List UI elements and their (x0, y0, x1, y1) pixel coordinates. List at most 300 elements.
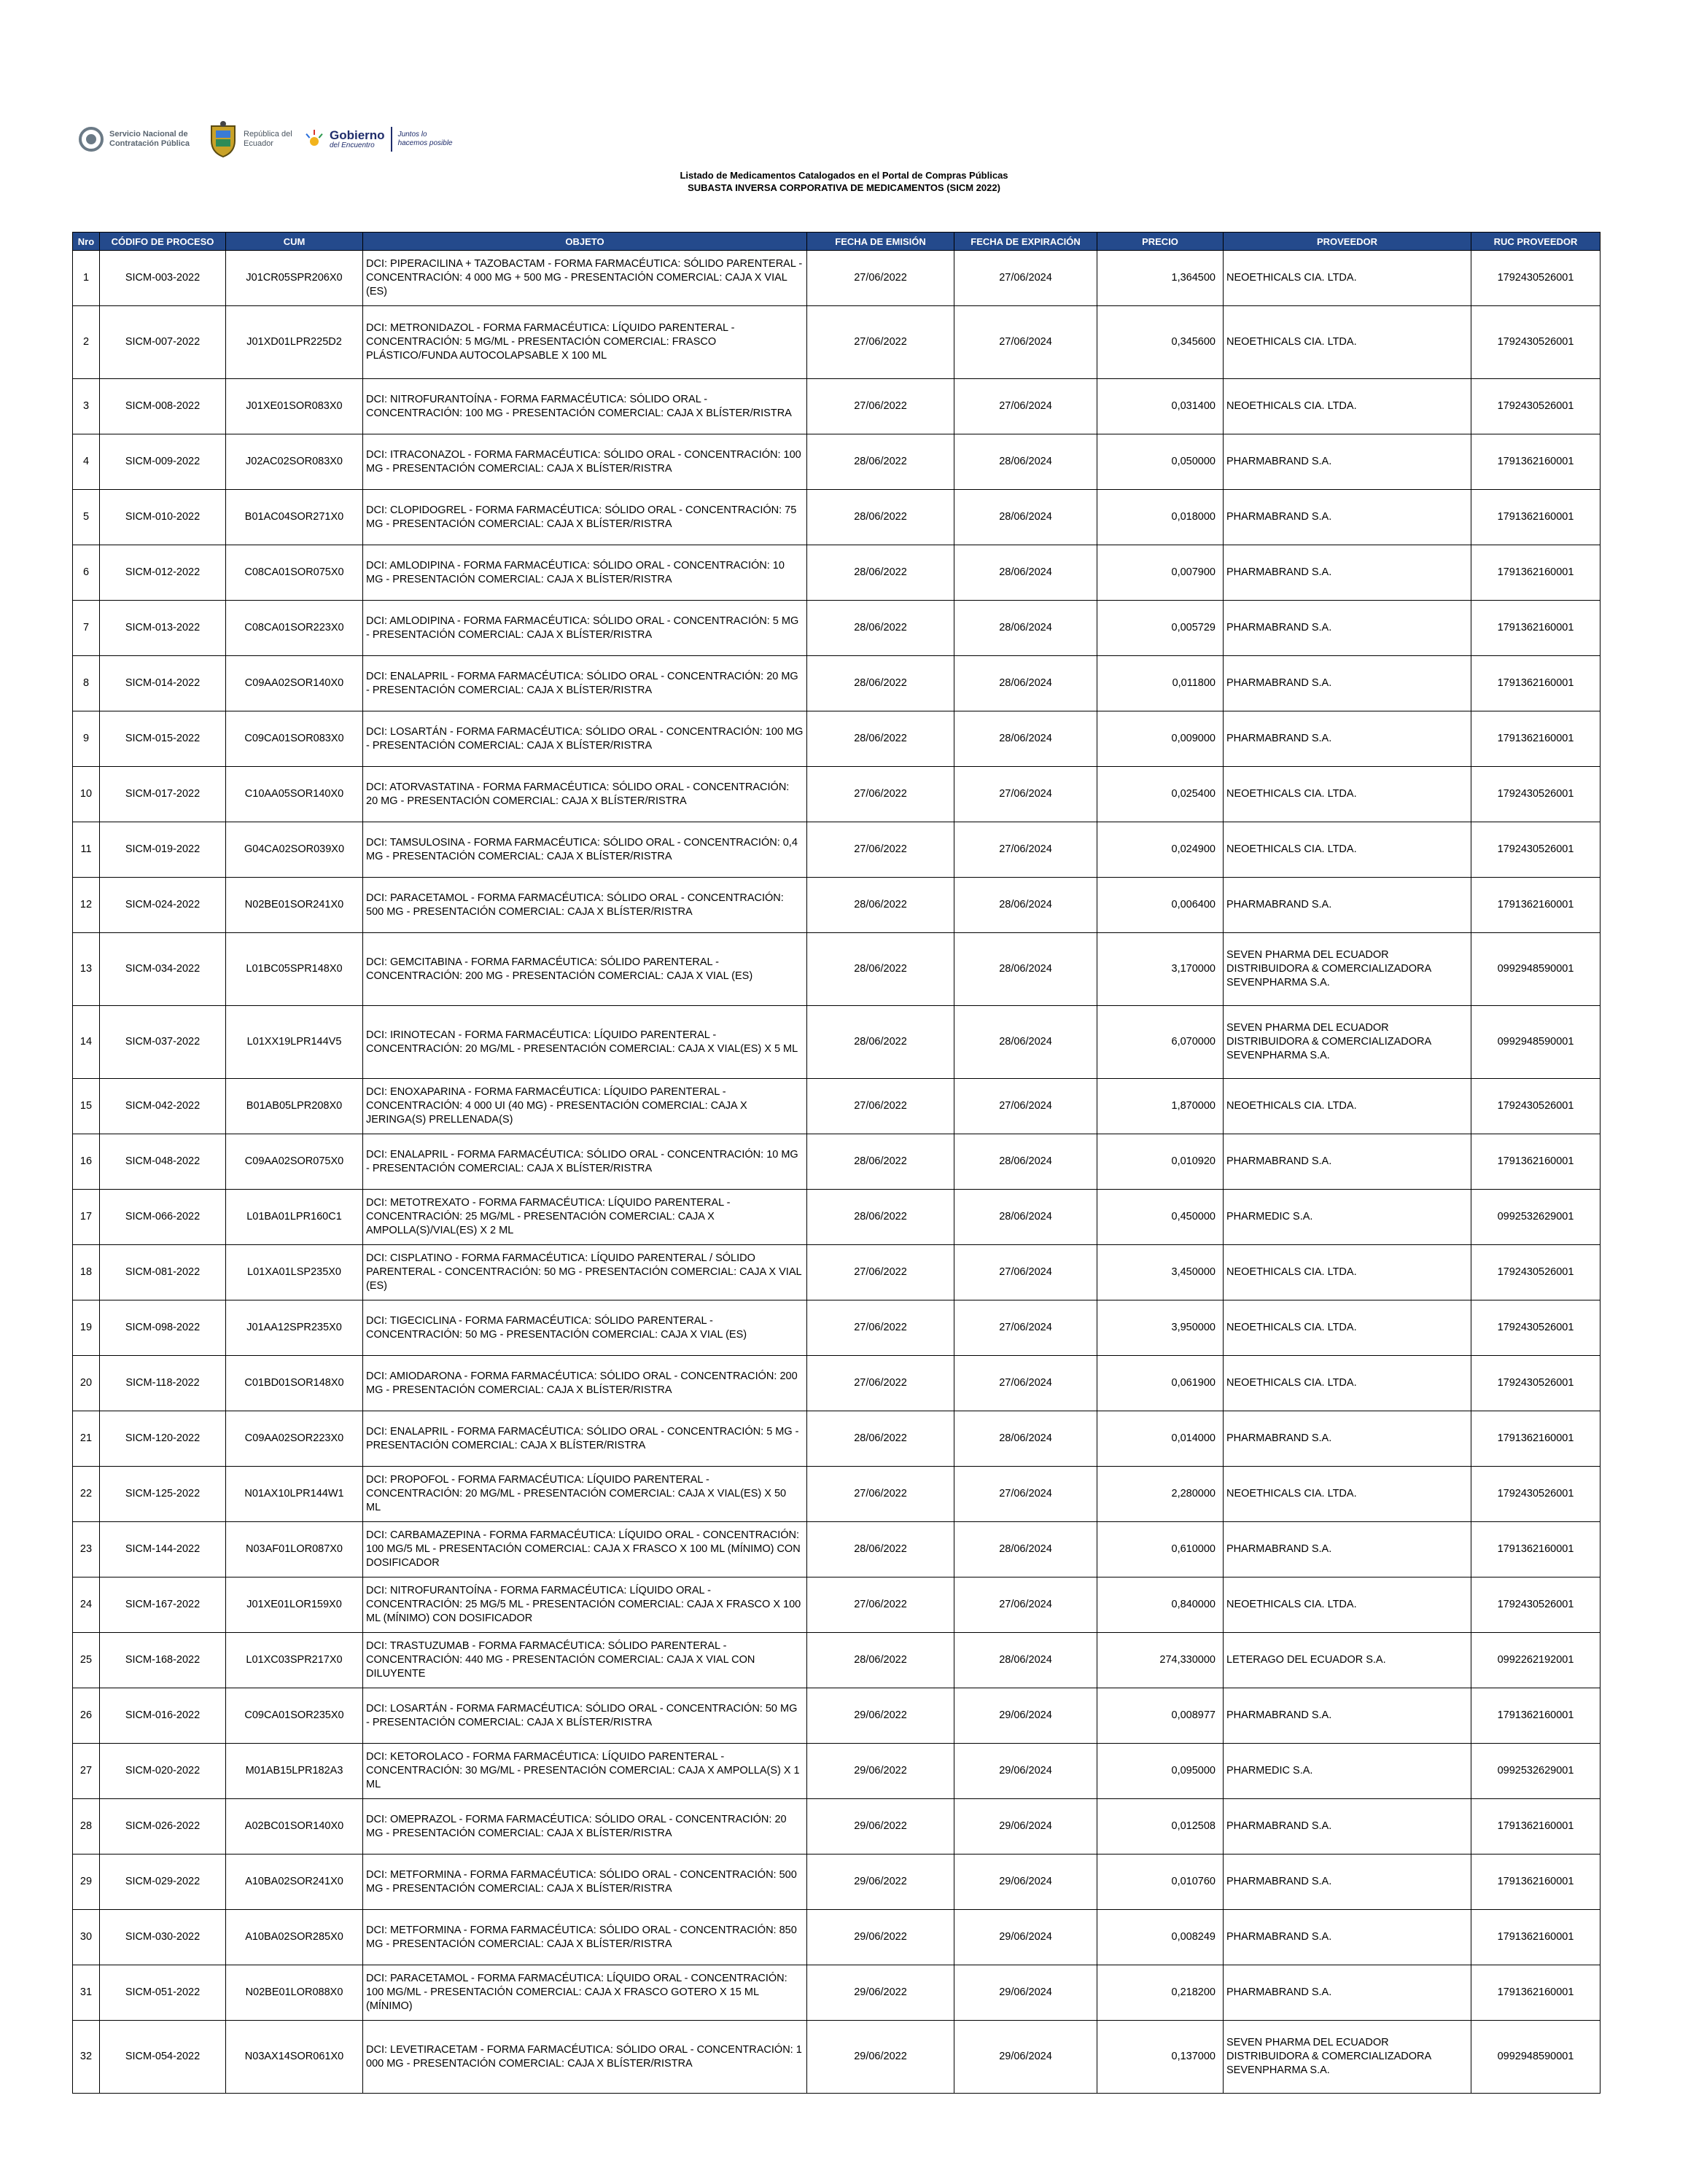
cell-cum: J01XD01LPR225D2 (226, 306, 363, 379)
cell-objeto: DCI: AMIODARONA - FORMA FARMACÉUTICA: SÓLIDO ORAL - CONCENTRACIÓN: 200 MG - PRESENTACIÓN COMERCIAL: CAJA X BLÍSTER/RISTRA (363, 1356, 807, 1411)
cell-cum: N02BE01SOR241X0 (226, 878, 363, 933)
header-objeto: OBJETO (363, 233, 807, 251)
cell-precio: 0,010920 (1097, 1134, 1224, 1190)
cell-ruc-proveedor: 1791362160001 (1471, 1799, 1601, 1855)
cell-precio: 0,006400 (1097, 878, 1224, 933)
cell-nro: 13 (73, 933, 100, 1006)
cell-cum: C09AA02SOR223X0 (226, 1411, 363, 1467)
cell-codigo-proceso: SICM-144-2022 (100, 1522, 226, 1577)
cell-ruc-proveedor: 1791362160001 (1471, 1411, 1601, 1467)
cell-nro: 23 (73, 1522, 100, 1577)
cell-nro: 3 (73, 379, 100, 434)
table-row (73, 1190, 1601, 1245)
cell-ruc-proveedor: 0992532629001 (1471, 1744, 1601, 1799)
cell-precio: 3,950000 (1097, 1300, 1224, 1356)
cell-codigo-proceso: SICM-118-2022 (100, 1356, 226, 1411)
cell-cum: C01BD01SOR148X0 (226, 1356, 363, 1411)
cell-nro: 20 (73, 1356, 100, 1411)
cell-fecha-emision: 28/06/2022 (807, 434, 954, 490)
cell-fecha-expiracion: 27/06/2024 (954, 767, 1097, 822)
cell-codigo-proceso: SICM-030-2022 (100, 1910, 226, 1965)
cell-precio: 0,005729 (1097, 601, 1224, 656)
cell-nro: 12 (73, 878, 100, 933)
cell-nro: 6 (73, 545, 100, 601)
cell-ruc-proveedor: 1792430526001 (1471, 1356, 1601, 1411)
cell-cum: C09CA01SOR235X0 (226, 1688, 363, 1744)
cell-codigo-proceso: SICM-066-2022 (100, 1190, 226, 1245)
gobierno-logo-sub: del Encuentro (330, 141, 375, 149)
table-row (73, 878, 1601, 933)
cell-cum: J01AA12SPR235X0 (226, 1300, 363, 1356)
cell-nro: 32 (73, 2021, 100, 2094)
table-row (73, 1300, 1601, 1356)
cell-fecha-emision: 27/06/2022 (807, 251, 954, 306)
table-row (73, 379, 1601, 434)
republica-logo-text: República del Ecuador (244, 130, 292, 148)
cell-fecha-emision: 27/06/2022 (807, 1245, 954, 1300)
header-codigo-proceso: CÓDIFO DE PROCESO (100, 233, 226, 251)
cell-proveedor: PHARMABRAND S.A. (1224, 1965, 1471, 2021)
cell-precio: 0,018000 (1097, 490, 1224, 545)
cell-objeto: DCI: PIPERACILINA + TAZOBACTAM - FORMA FARMACÉUTICA: SÓLIDO PARENTERAL - CONCENTRACIÓN: 4 000 MG + 500 MG - PRESENTACIÓN COMERCIAL: CAJA X VIAL (ES) (363, 251, 807, 306)
cell-fecha-expiracion: 27/06/2024 (954, 1300, 1097, 1356)
cell-ruc-proveedor: 1791362160001 (1471, 601, 1601, 656)
cell-codigo-proceso: SICM-167-2022 (100, 1577, 226, 1633)
cell-objeto: DCI: NITROFURANTOÍNA - FORMA FARMACÉUTICA: SÓLIDO ORAL - CONCENTRACIÓN: 100 MG - PRESENTACIÓN COMERCIAL: CAJA X BLÍSTER/RISTRA (363, 379, 807, 434)
cell-fecha-expiracion: 29/06/2024 (954, 1799, 1097, 1855)
cell-nro: 29 (73, 1855, 100, 1910)
cell-fecha-expiracion: 28/06/2024 (954, 1006, 1097, 1079)
table-row (73, 1799, 1601, 1855)
cell-nro: 31 (73, 1965, 100, 2021)
cell-nro: 26 (73, 1688, 100, 1744)
cell-cum: N03AF01LOR087X0 (226, 1522, 363, 1577)
cell-precio: 0,010760 (1097, 1855, 1224, 1910)
table-row (73, 545, 1601, 601)
cell-fecha-emision: 28/06/2022 (807, 1006, 954, 1079)
cell-precio: 0,031400 (1097, 379, 1224, 434)
cell-fecha-emision: 28/06/2022 (807, 490, 954, 545)
cell-proveedor: PHARMABRAND S.A. (1224, 601, 1471, 656)
cell-precio: 1,364500 (1097, 251, 1224, 306)
cell-objeto: DCI: IRINOTECAN - FORMA FARMACÉUTICA: LÍQUIDO PARENTERAL - CONCENTRACIÓN: 20 MG/ML - PRESENTACIÓN COMERCIAL: CAJA X VIAL(ES) X 5 ML (363, 1006, 807, 1079)
cell-objeto: DCI: ENALAPRIL - FORMA FARMACÉUTICA: SÓLIDO ORAL - CONCENTRACIÓN: 10 MG - PRESENTACIÓN COMERCIAL: CAJA X BLÍSTER/RISTRA (363, 1134, 807, 1190)
cell-fecha-emision: 28/06/2022 (807, 1190, 954, 1245)
cell-fecha-emision: 27/06/2022 (807, 767, 954, 822)
cell-objeto: DCI: CLOPIDOGREL - FORMA FARMACÉUTICA: SÓLIDO ORAL - CONCENTRACIÓN: 75 MG - PRESENTACIÓN COMERCIAL: CAJA X BLÍSTER/RISTRA (363, 490, 807, 545)
cell-precio: 0,024900 (1097, 822, 1224, 878)
cell-fecha-expiracion: 28/06/2024 (954, 601, 1097, 656)
cell-codigo-proceso: SICM-007-2022 (100, 306, 226, 379)
cell-fecha-emision: 28/06/2022 (807, 711, 954, 767)
cell-objeto: DCI: LEVETIRACETAM - FORMA FARMACÉUTICA: SÓLIDO ORAL - CONCENTRACIÓN: 1 000 MG - PRESENTACIÓN COMERCIAL: CAJA X BLÍSTER/RISTRA (363, 2021, 807, 2094)
cell-fecha-emision: 29/06/2022 (807, 2021, 954, 2094)
cell-codigo-proceso: SICM-034-2022 (100, 933, 226, 1006)
cell-objeto: DCI: ITRACONAZOL - FORMA FARMACÉUTICA: SÓLIDO ORAL - CONCENTRACIÓN: 100 MG - PRESENTACIÓN COMERCIAL: CAJA X BLÍSTER/RISTRA (363, 434, 807, 490)
table-row (73, 490, 1601, 545)
cell-fecha-emision: 27/06/2022 (807, 1079, 954, 1134)
cell-cum: G04CA02SOR039X0 (226, 822, 363, 878)
cell-objeto: DCI: METFORMINA - FORMA FARMACÉUTICA: SÓLIDO ORAL - CONCENTRACIÓN: 850 MG - PRESENTACIÓN COMERCIAL: CAJA X BLÍSTER/RISTRA (363, 1910, 807, 1965)
table-row (73, 656, 1601, 711)
cell-precio: 0,011800 (1097, 656, 1224, 711)
table-row (73, 1688, 1601, 1744)
table-row (73, 1134, 1601, 1190)
table-row (73, 601, 1601, 656)
cell-precio: 0,007900 (1097, 545, 1224, 601)
table-row (73, 1522, 1601, 1577)
cell-fecha-emision: 29/06/2022 (807, 1688, 954, 1744)
cell-cum: L01XC03SPR217X0 (226, 1633, 363, 1688)
cell-nro: 30 (73, 1910, 100, 1965)
header-fecha-expiracion: FECHA DE EXPIRACIÓN (954, 233, 1097, 251)
header-precio: PRECIO (1097, 233, 1224, 251)
cell-fecha-emision: 28/06/2022 (807, 601, 954, 656)
cell-precio: 0,008977 (1097, 1688, 1224, 1744)
cell-ruc-proveedor: 1791362160001 (1471, 1134, 1601, 1190)
header-logos (79, 109, 456, 169)
cell-ruc-proveedor: 1792430526001 (1471, 1467, 1601, 1522)
gobierno-logo-name: Gobierno (330, 128, 385, 142)
cell-objeto: DCI: NITROFURANTOÍNA - FORMA FARMACÉUTICA: LÍQUIDO ORAL - CONCENTRACIÓN: 25 MG/5 ML - PRESENTACIÓN COMERCIAL: CAJA X FRASCO X 100 ML (MÍNIMO) CON DOSIFICADOR (363, 1577, 807, 1633)
title-line-2: SUBASTA INVERSA CORPORATIVA DE MEDICAMENTOS (SICM 2022) (688, 182, 1000, 193)
cell-objeto: DCI: KETOROLACO - FORMA FARMACÉUTICA: LÍQUIDO PARENTERAL - CONCENTRACIÓN: 30 MG/ML - PRESENTACIÓN COMERCIAL: CAJA X AMPOLLA(S) X 1 ML (363, 1744, 807, 1799)
sercop-emblem-icon (79, 127, 104, 152)
cell-proveedor: PHARMABRAND S.A. (1224, 1134, 1471, 1190)
cell-codigo-proceso: SICM-014-2022 (100, 656, 226, 711)
cell-precio: 0,009000 (1097, 711, 1224, 767)
document-title (0, 169, 1688, 194)
cell-objeto: DCI: TAMSULOSINA - FORMA FARMACÉUTICA: SÓLIDO ORAL - CONCENTRACIÓN: 0,4 MG - PRESENTACIÓN COMERCIAL: CAJA X BLÍSTER/RISTRA (363, 822, 807, 878)
cell-cum: A02BC01SOR140X0 (226, 1799, 363, 1855)
cell-objeto: DCI: TIGECICLINA - FORMA FARMACÉUTICA: SÓLIDO PARENTERAL - CONCENTRACIÓN: 50 MG - PRESENTACIÓN COMERCIAL: CAJA X VIAL (ES) (363, 1300, 807, 1356)
table-row (73, 1577, 1601, 1633)
cell-ruc-proveedor: 1791362160001 (1471, 1855, 1601, 1910)
cell-fecha-expiracion: 27/06/2024 (954, 251, 1097, 306)
cell-cum: C10AA05SOR140X0 (226, 767, 363, 822)
cell-fecha-emision: 28/06/2022 (807, 1522, 954, 1577)
cell-codigo-proceso: SICM-024-2022 (100, 878, 226, 933)
cell-nro: 22 (73, 1467, 100, 1522)
cell-fecha-expiracion: 27/06/2024 (954, 1356, 1097, 1411)
cell-fecha-emision: 28/06/2022 (807, 1633, 954, 1688)
cell-precio: 6,070000 (1097, 1006, 1224, 1079)
cell-ruc-proveedor: 1792430526001 (1471, 1300, 1601, 1356)
cell-ruc-proveedor: 1791362160001 (1471, 1522, 1601, 1577)
cell-fecha-expiracion: 29/06/2024 (954, 1744, 1097, 1799)
cell-proveedor: NEOETHICALS CIA. LTDA. (1224, 1300, 1471, 1356)
cell-fecha-emision: 27/06/2022 (807, 306, 954, 379)
republica-logo (207, 120, 295, 158)
table-row (73, 2021, 1601, 2094)
cell-precio: 0,014000 (1097, 1411, 1224, 1467)
cell-nro: 21 (73, 1411, 100, 1467)
cell-fecha-expiracion: 28/06/2024 (954, 434, 1097, 490)
cell-ruc-proveedor: 0992948590001 (1471, 2021, 1601, 2094)
cell-codigo-proceso: SICM-081-2022 (100, 1245, 226, 1300)
cell-codigo-proceso: SICM-120-2022 (100, 1411, 226, 1467)
cell-fecha-expiracion: 28/06/2024 (954, 656, 1097, 711)
cell-fecha-expiracion: 27/06/2024 (954, 822, 1097, 878)
cell-codigo-proceso: SICM-125-2022 (100, 1467, 226, 1522)
table-row (73, 1356, 1601, 1411)
cell-ruc-proveedor: 1792430526001 (1471, 1577, 1601, 1633)
table-row (73, 822, 1601, 878)
cell-cum: L01BC05SPR148X0 (226, 933, 363, 1006)
cell-nro: 28 (73, 1799, 100, 1855)
cell-fecha-emision: 28/06/2022 (807, 878, 954, 933)
table-row (73, 434, 1601, 490)
cell-objeto: DCI: ENOXAPARINA - FORMA FARMACÉUTICA: LÍQUIDO PARENTERAL - CONCENTRACIÓN: 4 000 UI (40 MG) - PRESENTACIÓN COMERCIAL: CAJA X JERINGA(S) PRELLENADA(S) (363, 1079, 807, 1134)
gobierno-slogan: Juntos lo hacemos posible (397, 130, 453, 147)
cell-nro: 17 (73, 1190, 100, 1245)
header-proveedor: PROVEEDOR (1224, 233, 1471, 251)
cell-cum: C09AA02SOR075X0 (226, 1134, 363, 1190)
cell-fecha-emision: 29/06/2022 (807, 1799, 954, 1855)
cell-nro: 10 (73, 767, 100, 822)
cell-precio: 0,450000 (1097, 1190, 1224, 1245)
cell-nro: 9 (73, 711, 100, 767)
cell-cum: L01XA01LSP235X0 (226, 1245, 363, 1300)
header-cum: CUM (226, 233, 363, 251)
cell-cum: L01XX19LPR144V5 (226, 1006, 363, 1079)
cell-codigo-proceso: SICM-051-2022 (100, 1965, 226, 2021)
cell-precio: 1,870000 (1097, 1079, 1224, 1134)
cell-proveedor: NEOETHICALS CIA. LTDA. (1224, 767, 1471, 822)
table-row (73, 1744, 1601, 1799)
header-fecha-emision: FECHA DE EMISIÓN (807, 233, 954, 251)
sun-rays-icon (305, 128, 324, 150)
cell-codigo-proceso: SICM-009-2022 (100, 434, 226, 490)
cell-cum: A10BA02SOR285X0 (226, 1910, 363, 1965)
logo-divider (391, 127, 392, 152)
cell-cum: N02BE01LOR088X0 (226, 1965, 363, 2021)
table-row (73, 1467, 1601, 1522)
title-line-1: Listado de Medicamentos Catalogados en el Portal de Compras Públicas (680, 170, 1008, 181)
cell-cum: J01XE01SOR083X0 (226, 379, 363, 434)
cell-fecha-expiracion: 28/06/2024 (954, 1522, 1097, 1577)
cell-fecha-emision: 28/06/2022 (807, 545, 954, 601)
cell-ruc-proveedor: 0992262192001 (1471, 1633, 1601, 1688)
cell-objeto: DCI: TRASTUZUMAB - FORMA FARMACÉUTICA: SÓLIDO PARENTERAL - CONCENTRACIÓN: 440 MG - PRESENTACIÓN COMERCIAL: CAJA X VIAL CON DILUYENTE (363, 1633, 807, 1688)
cell-codigo-proceso: SICM-015-2022 (100, 711, 226, 767)
cell-objeto: DCI: PARACETAMOL - FORMA FARMACÉUTICA: LÍQUIDO ORAL - CONCENTRACIÓN: 100 MG/ML - PRESENTACIÓN COMERCIAL: CAJA X FRASCO GOTERO X 15 ML (MÍNIMO) (363, 1965, 807, 2021)
medications-table (72, 232, 1601, 2094)
cell-objeto: DCI: PROPOFOL - FORMA FARMACÉUTICA: LÍQUIDO PARENTERAL - CONCENTRACIÓN: 20 MG/ML - PRESENTACIÓN COMERCIAL: CAJA X VIAL(ES) X 50 ML (363, 1467, 807, 1522)
cell-precio: 3,450000 (1097, 1245, 1224, 1300)
cell-fecha-expiracion: 28/06/2024 (954, 711, 1097, 767)
cell-nro: 25 (73, 1633, 100, 1688)
cell-fecha-emision: 28/06/2022 (807, 656, 954, 711)
cell-fecha-expiracion: 27/06/2024 (954, 379, 1097, 434)
cell-objeto: DCI: ENALAPRIL - FORMA FARMACÉUTICA: SÓLIDO ORAL - CONCENTRACIÓN: 5 MG - PRESENTACIÓN COMERCIAL: CAJA X BLÍSTER/RISTRA (363, 1411, 807, 1467)
cell-proveedor: PHARMEDIC S.A. (1224, 1744, 1471, 1799)
cell-codigo-proceso: SICM-168-2022 (100, 1633, 226, 1688)
cell-ruc-proveedor: 1792430526001 (1471, 822, 1601, 878)
cell-objeto: DCI: CARBAMAZEPINA - FORMA FARMACÉUTICA: LÍQUIDO ORAL - CONCENTRACIÓN: 100 MG/5 ML - PRESENTACIÓN COMERCIAL: CAJA X FRASCO X 100 ML (MÍNIMO) CON DOSIFICADOR (363, 1522, 807, 1577)
cell-codigo-proceso: SICM-010-2022 (100, 490, 226, 545)
cell-ruc-proveedor: 1791362160001 (1471, 434, 1601, 490)
cell-proveedor: NEOETHICALS CIA. LTDA. (1224, 822, 1471, 878)
cell-proveedor: PHARMABRAND S.A. (1224, 1522, 1471, 1577)
cell-nro: 27 (73, 1744, 100, 1799)
cell-precio: 0,061900 (1097, 1356, 1224, 1411)
cell-ruc-proveedor: 1791362160001 (1471, 490, 1601, 545)
cell-proveedor: PHARMABRAND S.A. (1224, 656, 1471, 711)
sercop-logo (79, 127, 197, 152)
cell-cum: C08CA01SOR075X0 (226, 545, 363, 601)
cell-fecha-emision: 28/06/2022 (807, 1411, 954, 1467)
cell-codigo-proceso: SICM-020-2022 (100, 1744, 226, 1799)
cell-fecha-expiracion: 27/06/2024 (954, 1245, 1097, 1300)
cell-ruc-proveedor: 1792430526001 (1471, 1245, 1601, 1300)
cell-nro: 14 (73, 1006, 100, 1079)
cell-ruc-proveedor: 1792430526001 (1471, 251, 1601, 306)
cell-proveedor: SEVEN PHARMA DEL ECUADOR DISTRIBUIDORA & COMERCIALIZADORA SEVENPHARMA S.A. (1224, 933, 1471, 1006)
cell-fecha-expiracion: 28/06/2024 (954, 1190, 1097, 1245)
cell-fecha-expiracion: 27/06/2024 (954, 1079, 1097, 1134)
cell-codigo-proceso: SICM-037-2022 (100, 1006, 226, 1079)
cell-cum: M01AB15LPR182A3 (226, 1744, 363, 1799)
cell-fecha-emision: 29/06/2022 (807, 1910, 954, 1965)
cell-proveedor: PHARMABRAND S.A. (1224, 490, 1471, 545)
cell-ruc-proveedor: 1792430526001 (1471, 767, 1601, 822)
cell-proveedor: PHARMABRAND S.A. (1224, 711, 1471, 767)
cell-fecha-expiracion: 28/06/2024 (954, 933, 1097, 1006)
table-row (73, 1411, 1601, 1467)
cell-codigo-proceso: SICM-003-2022 (100, 251, 226, 306)
cell-ruc-proveedor: 1792430526001 (1471, 379, 1601, 434)
cell-precio: 0,095000 (1097, 1744, 1224, 1799)
cell-proveedor: PHARMEDIC S.A. (1224, 1190, 1471, 1245)
table-row (73, 251, 1601, 306)
header-nro: Nro (73, 233, 100, 251)
cell-fecha-emision: 29/06/2022 (807, 1744, 954, 1799)
cell-cum: J01XE01LOR159X0 (226, 1577, 363, 1633)
cell-ruc-proveedor: 0992532629001 (1471, 1190, 1601, 1245)
table-row (73, 1079, 1601, 1134)
cell-cum: B01AB05LPR208X0 (226, 1079, 363, 1134)
cell-precio: 0,008249 (1097, 1910, 1224, 1965)
cell-cum: N01AX10LPR144W1 (226, 1467, 363, 1522)
cell-fecha-expiracion: 27/06/2024 (954, 1577, 1097, 1633)
cell-proveedor: PHARMABRAND S.A. (1224, 878, 1471, 933)
cell-fecha-emision: 27/06/2022 (807, 1467, 954, 1522)
cell-ruc-proveedor: 1791362160001 (1471, 1965, 1601, 2021)
cell-nro: 2 (73, 306, 100, 379)
header-ruc-proveedor: RUC PROVEEDOR (1471, 233, 1601, 251)
table-row (73, 1855, 1601, 1910)
cell-nro: 15 (73, 1079, 100, 1134)
cell-ruc-proveedor: 1792430526001 (1471, 306, 1601, 379)
cell-codigo-proceso: SICM-019-2022 (100, 822, 226, 878)
cell-ruc-proveedor: 1791362160001 (1471, 878, 1601, 933)
cell-fecha-emision: 27/06/2022 (807, 379, 954, 434)
cell-codigo-proceso: SICM-008-2022 (100, 379, 226, 434)
cell-nro: 8 (73, 656, 100, 711)
cell-nro: 11 (73, 822, 100, 878)
cell-objeto: DCI: LOSARTÁN - FORMA FARMACÉUTICA: SÓLIDO ORAL - CONCENTRACIÓN: 100 MG - PRESENTACIÓN COMERCIAL: CAJA X BLÍSTER/RISTRA (363, 711, 807, 767)
cell-proveedor: PHARMABRAND S.A. (1224, 1910, 1471, 1965)
cell-nro: 24 (73, 1577, 100, 1633)
cell-proveedor: NEOETHICALS CIA. LTDA. (1224, 306, 1471, 379)
cell-cum: N03AX14SOR061X0 (226, 2021, 363, 2094)
cell-objeto: DCI: METRONIDAZOL - FORMA FARMACÉUTICA: LÍQUIDO PARENTERAL - CONCENTRACIÓN: 5 MG/ML - PRESENTACIÓN COMERCIAL: FRASCO PLÁSTICO/FUNDA AUTOCOLAPSABLE X 100 ML (363, 306, 807, 379)
cell-nro: 16 (73, 1134, 100, 1190)
cell-fecha-expiracion: 27/06/2024 (954, 306, 1097, 379)
cell-fecha-expiracion: 27/06/2024 (954, 1467, 1097, 1522)
table-row (73, 306, 1601, 379)
cell-fecha-expiracion: 28/06/2024 (954, 545, 1097, 601)
table-row (73, 933, 1601, 1006)
cell-objeto: DCI: ATORVASTATINA - FORMA FARMACÉUTICA: SÓLIDO ORAL - CONCENTRACIÓN: 20 MG - PRESENTACIÓN COMERCIAL: CAJA X BLÍSTER/RISTRA (363, 767, 807, 822)
cell-cum: A10BA02SOR241X0 (226, 1855, 363, 1910)
cell-proveedor: NEOETHICALS CIA. LTDA. (1224, 1577, 1471, 1633)
cell-cum: C08CA01SOR223X0 (226, 601, 363, 656)
cell-precio: 2,280000 (1097, 1467, 1224, 1522)
cell-objeto: DCI: LOSARTÁN - FORMA FARMACÉUTICA: SÓLIDO ORAL - CONCENTRACIÓN: 50 MG - PRESENTACIÓN COMERCIAL: CAJA X BLÍSTER/RISTRA (363, 1688, 807, 1744)
cell-fecha-emision: 28/06/2022 (807, 933, 954, 1006)
cell-proveedor: NEOETHICALS CIA. LTDA. (1224, 1467, 1471, 1522)
cell-objeto: DCI: AMLODIPINA - FORMA FARMACÉUTICA: SÓLIDO ORAL - CONCENTRACIÓN: 10 MG - PRESENTACIÓN COMERCIAL: CAJA X BLÍSTER/RISTRA (363, 545, 807, 601)
cell-codigo-proceso: SICM-017-2022 (100, 767, 226, 822)
cell-fecha-expiracion: 28/06/2024 (954, 1134, 1097, 1190)
cell-cum: L01BA01LPR160C1 (226, 1190, 363, 1245)
cell-nro: 7 (73, 601, 100, 656)
gobierno-logo (305, 127, 456, 152)
cell-fecha-emision: 27/06/2022 (807, 822, 954, 878)
cell-fecha-expiracion: 29/06/2024 (954, 2021, 1097, 2094)
cell-ruc-proveedor: 1791362160001 (1471, 545, 1601, 601)
cell-codigo-proceso: SICM-054-2022 (100, 2021, 226, 2094)
cell-fecha-emision: 27/06/2022 (807, 1300, 954, 1356)
cell-proveedor: NEOETHICALS CIA. LTDA. (1224, 379, 1471, 434)
cell-fecha-expiracion: 28/06/2024 (954, 878, 1097, 933)
cell-objeto: DCI: GEMCITABINA - FORMA FARMACÉUTICA: SÓLIDO PARENTERAL - CONCENTRACIÓN: 200 MG - PRESENTACIÓN COMERCIAL: CAJA X VIAL (ES) (363, 933, 807, 1006)
table-body (73, 251, 1601, 2094)
cell-precio: 3,170000 (1097, 933, 1224, 1006)
cell-codigo-proceso: SICM-026-2022 (100, 1799, 226, 1855)
cell-proveedor: NEOETHICALS CIA. LTDA. (1224, 1356, 1471, 1411)
cell-proveedor: NEOETHICALS CIA. LTDA. (1224, 1245, 1471, 1300)
cell-ruc-proveedor: 0992948590001 (1471, 933, 1601, 1006)
cell-cum: B01AC04SOR271X0 (226, 490, 363, 545)
cell-ruc-proveedor: 1791362160001 (1471, 1910, 1601, 1965)
cell-nro: 4 (73, 434, 100, 490)
cell-fecha-expiracion: 28/06/2024 (954, 1411, 1097, 1467)
cell-objeto: DCI: OMEPRAZOL - FORMA FARMACÉUTICA: SÓLIDO ORAL - CONCENTRACIÓN: 20 MG - PRESENTACIÓN COMERCIAL: CAJA X BLÍSTER/RISTRA (363, 1799, 807, 1855)
coat-of-arms-icon (207, 120, 239, 158)
cell-nro: 5 (73, 490, 100, 545)
cell-fecha-expiracion: 28/06/2024 (954, 1633, 1097, 1688)
cell-codigo-proceso: SICM-013-2022 (100, 601, 226, 656)
cell-codigo-proceso: SICM-012-2022 (100, 545, 226, 601)
cell-objeto: DCI: METOTREXATO - FORMA FARMACÉUTICA: LÍQUIDO PARENTERAL - CONCENTRACIÓN: 25 MG/ML - PRESENTACIÓN COMERCIAL: CAJA X AMPOLLA(S)/VIAL(ES) X 2 ML (363, 1190, 807, 1245)
cell-precio: 0,218200 (1097, 1965, 1224, 2021)
cell-codigo-proceso: SICM-042-2022 (100, 1079, 226, 1134)
cell-codigo-proceso: SICM-098-2022 (100, 1300, 226, 1356)
cell-ruc-proveedor: 1791362160001 (1471, 711, 1601, 767)
cell-precio: 0,840000 (1097, 1577, 1224, 1633)
cell-proveedor: PHARMABRAND S.A. (1224, 1799, 1471, 1855)
cell-proveedor: NEOETHICALS CIA. LTDA. (1224, 1079, 1471, 1134)
cell-codigo-proceso: SICM-048-2022 (100, 1134, 226, 1190)
cell-fecha-expiracion: 28/06/2024 (954, 490, 1097, 545)
cell-cum: C09AA02SOR140X0 (226, 656, 363, 711)
cell-precio: 0,050000 (1097, 434, 1224, 490)
cell-proveedor: SEVEN PHARMA DEL ECUADOR DISTRIBUIDORA & COMERCIALIZADORA SEVENPHARMA S.A. (1224, 1006, 1471, 1079)
cell-codigo-proceso: SICM-029-2022 (100, 1855, 226, 1910)
